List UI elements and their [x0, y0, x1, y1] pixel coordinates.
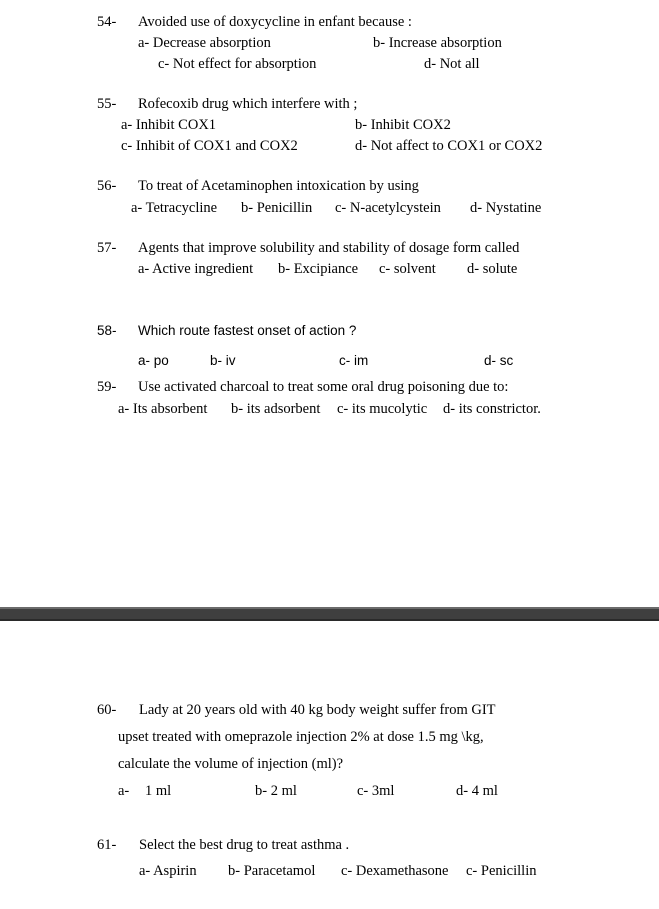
q58-option-b: b- iv	[210, 353, 236, 368]
q56-option-d: d- Nystatine	[470, 200, 542, 216]
q58-stem: Which route fastest onset of action ?	[138, 323, 357, 338]
q57-number: 57-	[97, 240, 117, 256]
q60-option-a-prefix: a-	[118, 783, 130, 799]
q59-option-a: a- Its absorbent	[118, 401, 208, 417]
q57-stem: Agents that improve solubility and stability of dosage form called	[138, 240, 520, 256]
q61-option-c: c- Dexamethasone	[341, 863, 449, 879]
q55-number: 55-	[97, 96, 117, 112]
q61-option-b: b- Paracetamol	[228, 863, 316, 879]
q60-option-d: d- 4 ml	[456, 783, 498, 799]
q57-option-b: b- Excipiance	[278, 261, 359, 277]
q59-option-c: c- its mucolytic	[337, 401, 428, 417]
q60-option-c: c- 3ml	[357, 783, 395, 799]
q54-number: 54-	[97, 14, 117, 30]
q60-number: 60-	[97, 702, 117, 718]
q60-option-b: b- 2 ml	[255, 783, 297, 799]
q60-option-a: 1 ml	[145, 783, 172, 799]
q55-option-c: c- Inhibit of COX1 and COX2	[121, 138, 298, 154]
q56-option-c: c- N-acetylcystein	[335, 200, 441, 216]
q55-option-d: d- Not affect to COX1 or COX2	[355, 138, 543, 154]
q57-option-a: a- Active ingredient	[138, 261, 254, 277]
q54-option-c: c- Not effect for absorption	[158, 56, 317, 72]
q57-option-d: d- solute	[467, 261, 518, 277]
q55-stem: Rofecoxib drug which interfere with ;	[138, 96, 358, 112]
q59-number: 59-	[97, 379, 117, 395]
q61-stem: Select the best drug to treat asthma .	[139, 837, 350, 853]
q57-option-c: c- solvent	[379, 261, 436, 277]
q61-number: 61-	[97, 837, 117, 853]
q59-option-d: d- its constrictor.	[443, 401, 541, 417]
q61-option-a: a- Aspirin	[139, 863, 197, 879]
q59-stem: Use activated charcoal to treat some oral drug poisoning due to:	[138, 379, 509, 395]
q54-option-d: d- Not all	[424, 56, 480, 72]
q54-option-b: b- Increase absorption	[373, 35, 502, 51]
page-divider	[0, 607, 659, 621]
q58-number: 58-	[97, 323, 117, 338]
q58-option-d: d- sc	[484, 353, 514, 368]
q60-stem-line-1: Lady at 20 years old with 40 kg body weight suffer from GIT	[139, 702, 496, 718]
q56-option-b: b- Penicillin	[241, 200, 313, 216]
q54-stem: Avoided use of doxycycline in enfant because :	[138, 14, 412, 30]
q55-option-a: a- Inhibit COX1	[121, 117, 217, 133]
q55-option-b: b- Inhibit COX2	[355, 117, 451, 133]
q61-option-d: c- Penicillin	[466, 863, 537, 879]
q56-number: 56-	[97, 178, 117, 194]
q60-stem-line-3: calculate the volume of injection (ml)?	[118, 756, 344, 772]
q58-option-c: c- im	[339, 353, 369, 368]
q59-option-b: b- its adsorbent	[231, 401, 321, 417]
q60-stem-line-2: upset treated with omeprazole injection 2% at dose 1.5 mg \kg,	[118, 729, 484, 745]
q56-stem: To treat of Acetaminophen intoxication by using	[138, 178, 419, 194]
q56-option-a: a- Tetracycline	[131, 200, 218, 216]
q58-option-a: a- po	[138, 353, 169, 368]
q54-option-a: a- Decrease absorption	[138, 35, 271, 51]
